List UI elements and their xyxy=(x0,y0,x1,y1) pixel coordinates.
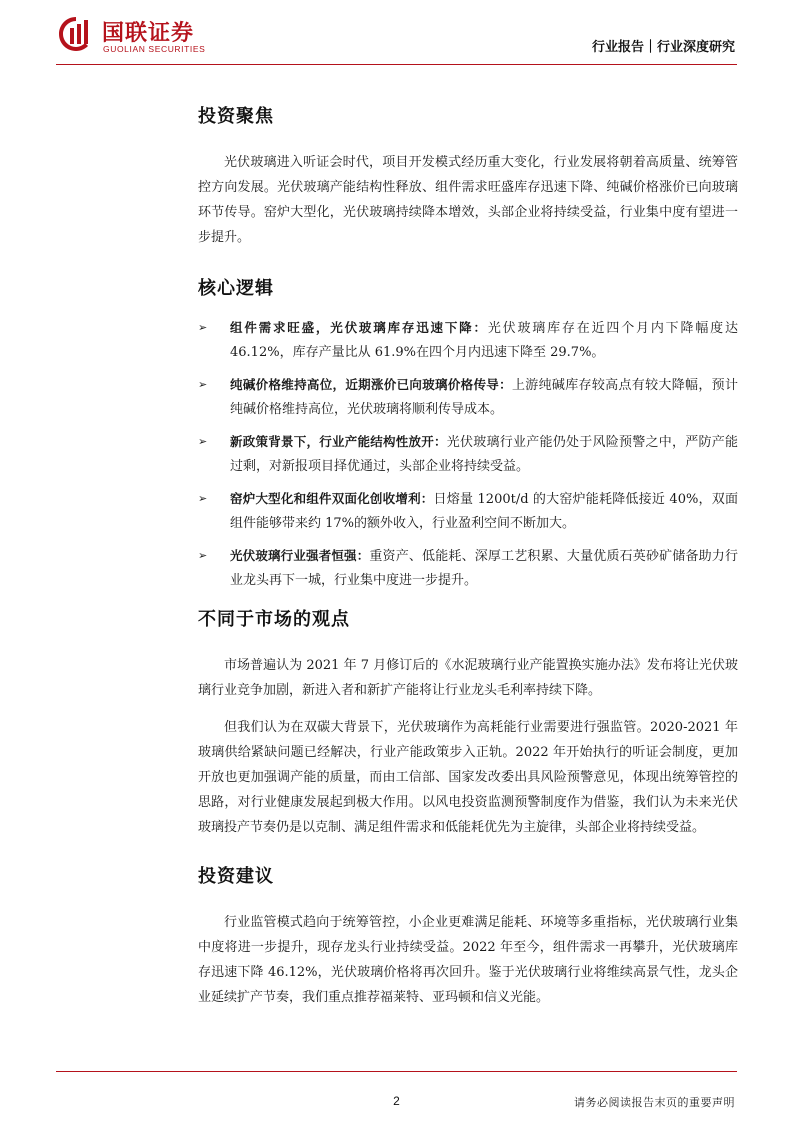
logo-text-en: GUOLIAN SECURITIES xyxy=(103,44,206,54)
investment-advice-paragraph: 行业监管模式趋向于统筹管控，小企业更难满足能耗、环境等多重指标，光伏玻璃行业集中度将进一步提升，现存龙头行业持续受益。2022 年至今，组件需求一再攀升，光伏玻璃库存迅速下降 46.12%，光伏玻璃价格将再次回升。鉴于光伏玻璃行业将维续高景气性，龙头企业延续扩产节奏，我们重点推荐福莱特、亚玛顿和信义光能。 xyxy=(198,915,738,1005)
list-item xyxy=(198,373,738,422)
bullet-lead: 光伏玻璃行业强者恒强： xyxy=(230,548,370,563)
bullet-text: 上游纯碱库存较高点有较大降幅，预计纯碱价格维持高位，光伏玻璃将顺利传导成本。 xyxy=(230,378,738,417)
guolian-logo xyxy=(56,14,256,58)
bullet-text: 重资产、低能耗、深厚工艺积累、大量优质石英砂矿储备助力行业龙头再下一城，行业集中度进一步提升。 xyxy=(230,549,738,588)
list-item xyxy=(198,430,738,479)
arrow-bullet-icon: ➢ xyxy=(198,378,208,391)
footer-divider xyxy=(56,1071,737,1072)
bullet-lead: 新政策背景下，行业产能结构性放开： xyxy=(230,434,447,449)
header-divider xyxy=(56,64,737,65)
core-logic-list xyxy=(198,316,738,593)
arrow-bullet-icon: ➢ xyxy=(198,549,208,562)
page-header xyxy=(0,0,793,70)
footer-disclaimer: 请务必阅读报告末页的重要声明 xyxy=(574,1096,735,1109)
investment-focus-paragraph: 光伏玻璃进入听证会时代，项目开发模式经历重大变化，行业发展将朝着高质量、统筹管控方向发展。光伏玻璃产能结构性释放、组件需求旺盛库存迅速下降、纯碱价格涨价已向玻璃环节传导。窑炉大型化，光伏玻璃持续降本增效，头部企业将持续受益，行业集中度有望进一步提升。 xyxy=(198,155,738,245)
page-number: 2 xyxy=(393,1094,400,1108)
bullet-text: 光伏玻璃库存在近四个月内下降幅度达 46.12%，库存产量比从 61.9%在四个月内迅速下降至 29.7%。 xyxy=(230,321,738,360)
arrow-bullet-icon: ➢ xyxy=(198,435,208,448)
section-heading-core-logic: 核心逻辑 xyxy=(198,278,274,299)
market-view-paragraph: 市场普遍认为 2021 年 7 月修订后的《水泥玻璃行业产能置换实施办法》发布将让光伏玻璃行业竞争加剧，新进入者和新扩产能将让行业龙头毛利率持续下降。 xyxy=(198,658,738,698)
guolian-logo-icon xyxy=(56,14,96,54)
bullet-text: 光伏玻璃行业产能仍处于风险预警之中，严防产能过剩，对新报项目择优通过，头部企业将持续受益。 xyxy=(230,435,738,474)
our-view-paragraph: 但我们认为在双碳大背景下，光伏玻璃作为高耗能行业需要进行强监管。2020-2021 年玻璃供给紧缺问题已经解决，行业产能政策步入正轨。2022 年开始执行的听证会制度，更加开放也更加强调产能的质量，而由工信部、国家发改委出具风险预警意见，体现出统筹管控的思路，对行业健康发展起到极大作用。以风电投资监测预警制度作为借鉴，我们认为未来光伏玻璃投产节奏仍是以克制、满足组件需求和低能耗优先为主旋律，头部企业将持续受益。 xyxy=(198,720,738,835)
list-item xyxy=(198,316,738,365)
logo-text-cn: 国联证券 xyxy=(102,21,195,46)
arrow-bullet-icon: ➢ xyxy=(198,492,208,505)
bullet-lead: 窑炉大型化和组件双面化创收增利： xyxy=(230,491,434,506)
section-heading-investment-focus: 投资聚焦 xyxy=(198,106,274,127)
section-heading-investment-advice: 投资建议 xyxy=(198,866,274,887)
report-type-label: 行业报告｜行业深度研究 xyxy=(591,40,735,55)
bullet-lead: 组件需求旺盛，光伏玻璃库存迅速下降： xyxy=(230,320,488,335)
arrow-bullet-icon: ➢ xyxy=(198,321,208,334)
bullet-lead: 纯碱价格维持高位，近期涨价已向玻璃价格传导： xyxy=(230,377,512,392)
list-item xyxy=(198,544,738,593)
report-content xyxy=(198,100,738,1010)
bullet-text: 日熔量 1200t/d 的大窑炉能耗降低接近 40%，双面组件能够带来约 17%的额外收入，行业盈利空间不断加大。 xyxy=(230,492,738,531)
section-heading-different-view: 不同于市场的观点 xyxy=(198,609,350,630)
list-item xyxy=(198,487,738,536)
